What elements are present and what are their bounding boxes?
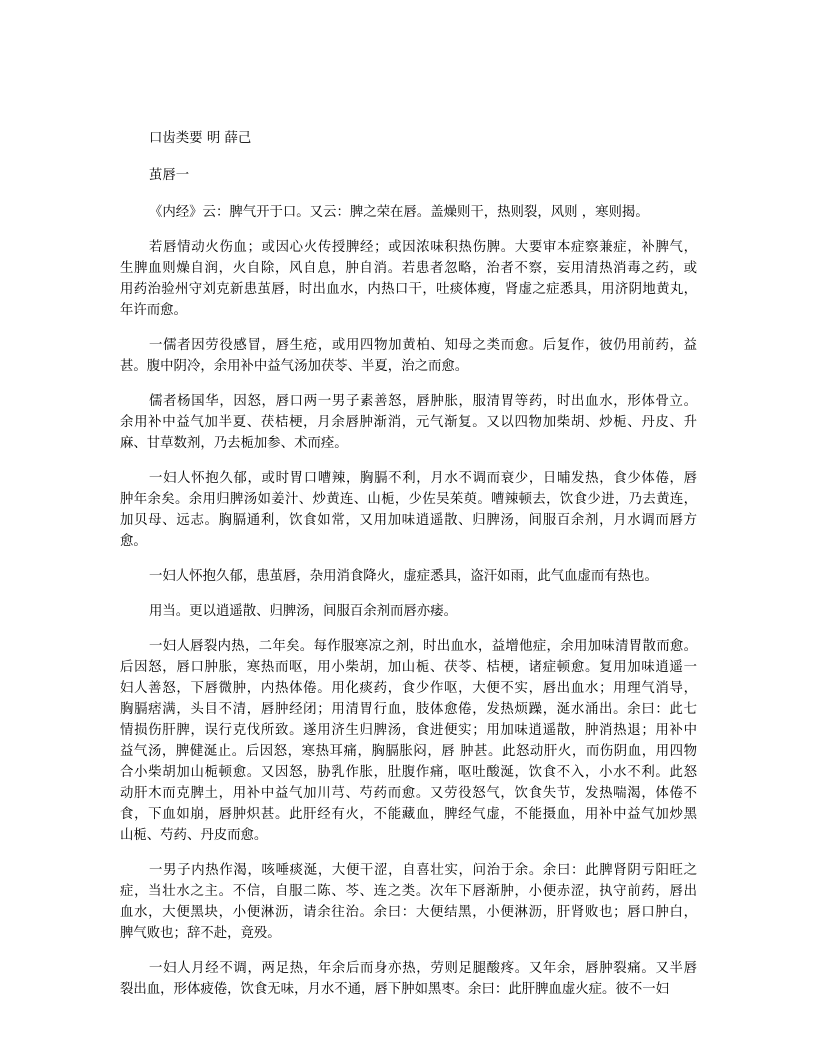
text-line: 年许而愈。 [120, 303, 187, 318]
text-line: 裂出血，形体疲倦，饮食无味，月水不通，唇下肿如黑枣。余曰：此肝脾血虚火症。彼不一妇 [120, 982, 670, 997]
text-line: 情损伤肝脾，误行克伐所致。遂用济生归脾汤，食进便实；用加味逍遥散，肿消热退；用补中 [120, 723, 697, 738]
text-line: 用当。更以逍遥散、归脾汤，间服百余剂而唇亦痿。 [149, 604, 457, 619]
paragraph [120, 335, 697, 377]
text-line: 若唇情动火伤血；或因心火传授脾经；或因浓味积热伤脾。大要审本症察兼症，补脾气， [149, 240, 697, 255]
text-line: 动肝木而克脾土，用补中益气加川芎、芍药而愈。又劳役怒气，饮食失节，发热喘渴，体倦不 [120, 786, 697, 801]
text-line: 肿年余矣。余用归脾汤如姜汁、炒黄连、山栀，少佐吴茱萸。嘈辣顿去，饮食少进，乃去黄连， [120, 492, 697, 507]
text-line: 加贝母、远志。胸膈通利，饮食如常，又用加味逍遥散、归脾汤，间服百余剂，月水调而唇方 [120, 513, 697, 528]
text-line: 一妇人月经不调，两足热，年余后而身亦热，劳则足腿酸疼。又年余，唇肿裂痛。又半唇 [149, 961, 697, 976]
text-line: 脾气败也；辞不赴，竟殁。 [120, 926, 281, 941]
text-line: 胸膈痞满，头目不清，唇肿经闭；用清胃行血，肢体愈倦，发热烦躁，涎水涌出。余曰：此七 [120, 702, 697, 717]
text-line: 山栀、芍药、丹皮而愈。 [120, 828, 268, 843]
section-title: 茧唇一 [149, 168, 190, 183]
paragraph [120, 391, 697, 454]
paragraph [120, 601, 697, 622]
text-line: 一妇人唇裂内热，二年矣。每作服寒凉之剂，时出血水，益增他症，余用加味清胃散而愈。 [149, 639, 697, 654]
text-line: 一儒者因劳役感冒，唇生疮，或用四物加黄柏、知母之类而愈。后复作，彼仍用前药，益 [149, 338, 697, 353]
text-line: 生脾血则燥自润，火自除，风自息，肿自消。若患者忽略，治者不察，妄用清热消毒之药，或 [120, 261, 697, 276]
text-line: 食，下血如崩，唇肿炽甚。此肝经有火，不能藏血，脾经气虚，不能摄血，用补中益气加炒黑 [120, 807, 697, 822]
text-line: 后因怒，唇口肿胀，寒热而呕，用小柴胡，加山栀、茯苓、桔梗，诸症顿愈。复用加味逍遥一 [120, 660, 697, 675]
paragraph [120, 237, 697, 321]
text-line: 妇人善怒，下唇微肿，内热体倦。用化痰药，食少作呕，大便不实，唇出血水；用理气消导， [120, 681, 697, 696]
document-page [120, 128, 697, 1014]
text-line: 麻、甘草数剂，乃去栀加参、术而痊。 [120, 436, 348, 451]
text-line: 血水，大便黑块，小便淋沥，请余往治。余曰：大便结黑，小便淋沥，肝肾败也；唇口肿白， [120, 905, 697, 920]
text-line: 合小柴胡加山栀顿愈。又因怒，胁乳作胀，肚腹作痛，呕吐酸涎，饮食不入，小水不利。此怒 [120, 765, 697, 780]
paragraph [120, 202, 697, 223]
text-line: 益气汤，脾健涎止。后因怒，寒热耳痛，胸膈胀闷，唇 肿甚。此怒动肝火，而伤阴血，用四物 [120, 744, 697, 759]
text-line: 愈。 [120, 534, 147, 549]
text-line: 用药治验州守刘克新患茧唇，时出血水，内热口干，吐痰体瘦，肾虚之症悉具，用济阴地黄丸， [120, 282, 697, 297]
text-line: 一男子内热作渴，咳唾痰涎，大便干涩，自喜壮实，问治于余。余曰：此脾肾阴亏阳旺之 [149, 863, 697, 878]
text-line: 甚。腹中阴冷，余用补中益气汤加茯苓、半夏，治之而愈。 [120, 359, 469, 374]
paragraph [120, 860, 697, 944]
document-body [120, 202, 697, 1000]
text-line: 余用补中益气加半夏、茯桔梗，月余唇肿渐消，元气渐复。又以四物加柴胡、炒栀、丹皮、升 [120, 415, 697, 430]
document-header: 口齿类要 明 薛己 [149, 131, 252, 146]
text-line: 一妇人怀抱久郁，或时胃口嘈辣，胸膈不利，月水不调而衰少，日晡发热，食少体倦，唇 [149, 471, 697, 486]
text-line: 儒者杨国华，因怒，唇口两一男子素善怒，唇肿胀，服清胃等药，时出血水，形体骨立。 [149, 394, 697, 409]
paragraph [120, 958, 697, 1000]
paragraph [120, 636, 697, 846]
paragraph [120, 468, 697, 552]
text-line: 一妇人怀抱久郁，患茧唇，杂用消食降火，虚症悉具，盗汗如雨，此气血虚而有热也。 [149, 569, 658, 584]
paragraph [120, 566, 697, 587]
text-line: 《内经》云：脾气开于口。又云：脾之荣在唇。盖燥则干，热则裂，风则 ，寒则揭。 [149, 205, 649, 220]
text-line: 症，当壮水之主。不信，自服二陈、芩、连之类。次年下唇渐肿，小便赤涩，执守前药，唇出 [120, 884, 697, 899]
